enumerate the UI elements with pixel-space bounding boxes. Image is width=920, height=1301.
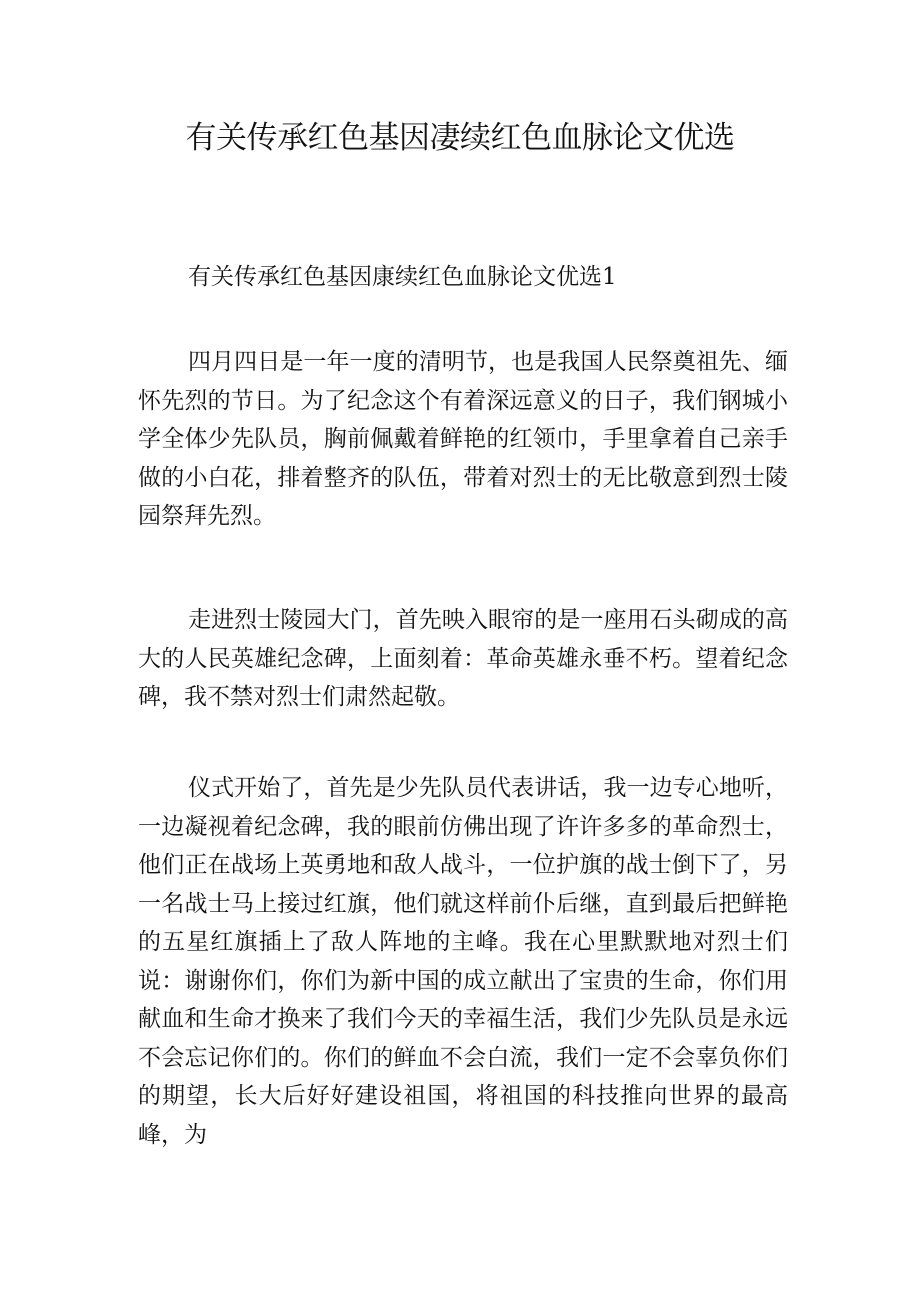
paragraph: 仪式开始了，首先是少先队员代表讲话，我一边专心地听，一边凝视着纪念碑，我的眼前仿佛出现了许许多多的革命烈士，他们正在战场上英勇地和敌人战斗，一位护旗的战士倒下了，另一名战士马上接过红旗，他们就这样前仆后继，直到最后把鲜艳的五星红旗插上了敌人阵地的主峰。我在心里默默地对烈士们说：谢谢你们，你们为新中国的成立献出了宝贵的生命，你们用献血和生命才换来了我们今天的幸福生活，我们少先队员是永远不会忘记你们的。你们的鲜血不会白流，我们一定不会辜负你们的期望，长大后好好建设祖国，将祖国的科技推向世界的最高峰，为 xyxy=(138,775,788,1148)
paragraph: 四月四日是一年一度的清明节，也是我国人民祭奠祖先、缅怀先烈的节日。为了纪念这个有着深远意义的日子，我们钢城小学全体少先队员，胸前佩戴着鲜艳的红领巾，手里拿着自己亲手做的小白花，排着整齐的队伍，带着对烈士的无比敬意到烈士陵园祭拜先烈。 xyxy=(138,349,788,529)
paragraph: 走进烈士陵园大门，首先映入眼帘的是一座用石头砌成的高大的人民英雄纪念碑，上面刻着：革命英雄永垂不朽。望着纪念碑，我不禁对烈士们肃然起敬。 xyxy=(138,607,788,710)
section-heading: 有关传承红色基因康续红色血脉论文优选1 xyxy=(188,264,617,290)
document-title: 有关传承红色基因凄续红色血脉论文优选 xyxy=(185,120,735,156)
